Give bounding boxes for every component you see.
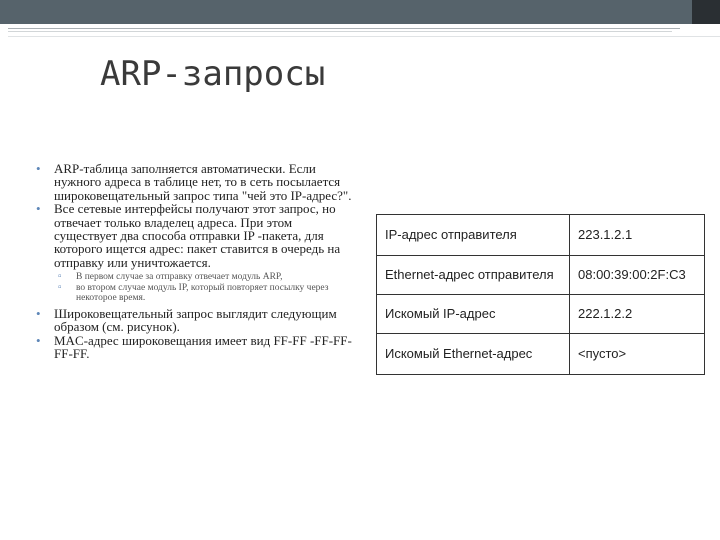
bullet-text: Все сетевые интерфейсы получают этот запрос, но отвечает только владелец адреса. При этом существует два способа отправки IP -пакета, для которого ищется адрес: пакет ставится в очередь на отправку или уничтожается. xyxy=(54,201,341,270)
bullet-text: MAC-адрес широковещания имеет вид FF-FF -FF-FF-FF-FF. xyxy=(54,332,352,362)
table-cell-value: 223.1.2.1 xyxy=(570,215,705,256)
table-cell-label: Искомый IP-адрес xyxy=(377,295,570,334)
bullet-item xyxy=(36,162,356,202)
sub-bullet-icon: ▫ xyxy=(58,281,62,293)
bullet-text: Широковещательный запрос выглядит следующим образом (см. рисунок). xyxy=(54,306,337,335)
top-divider-line xyxy=(8,28,680,29)
bullet-text: ARP-таблица заполняется автоматически. Если нужного адреса в таблице нет, то в сеть посылается широковещательный запрос типа "чей это IP-адрес?". xyxy=(54,161,352,203)
bullet-item xyxy=(36,334,356,361)
bullet-list-column xyxy=(36,162,356,361)
table-row xyxy=(377,295,705,334)
table-row xyxy=(377,334,705,375)
top-decorative-bar xyxy=(0,0,720,24)
table-cell-value: 222.1.2.2 xyxy=(570,295,705,334)
bullet-item xyxy=(36,202,356,269)
table-cell-label: Ethernet-адрес отправителя xyxy=(377,256,570,295)
table-cell-value: 08:00:39:00:2F:C3 xyxy=(570,256,705,295)
arp-request-table-wrapper xyxy=(376,214,705,375)
table-row xyxy=(377,256,705,295)
sub-bullet-item xyxy=(58,272,356,283)
top-divider-line-3 xyxy=(8,36,720,37)
bullet-icon: • xyxy=(36,332,41,348)
sub-bullet-text: во втором случае модуль IP, который повторяет посылку через некоторое время. xyxy=(76,282,329,304)
sub-bullet-list xyxy=(58,272,356,304)
bullet-icon: • xyxy=(36,161,41,176)
top-divider-line-2 xyxy=(8,31,672,32)
top-corner-block xyxy=(692,0,720,24)
sub-bullet-icon: ▫ xyxy=(58,271,62,283)
bullet-item xyxy=(36,307,356,334)
table-row xyxy=(377,215,705,256)
table-cell-label: Искомый Ethernet-адрес xyxy=(377,334,570,375)
bullet-list xyxy=(36,162,356,269)
slide-title: ARP-запросы xyxy=(100,54,326,94)
bullet-list-2 xyxy=(36,307,356,361)
table-cell-label: IP-адрес отправителя xyxy=(377,215,570,256)
sub-bullet-text: В первом случае за отправку отвечает модуль ARP, xyxy=(76,272,283,283)
bullet-icon: • xyxy=(36,306,41,322)
table-cell-value: <пусто> xyxy=(578,346,627,361)
bullet-icon: • xyxy=(36,201,41,217)
sub-bullet-item xyxy=(58,283,356,304)
arp-request-table xyxy=(376,214,705,375)
